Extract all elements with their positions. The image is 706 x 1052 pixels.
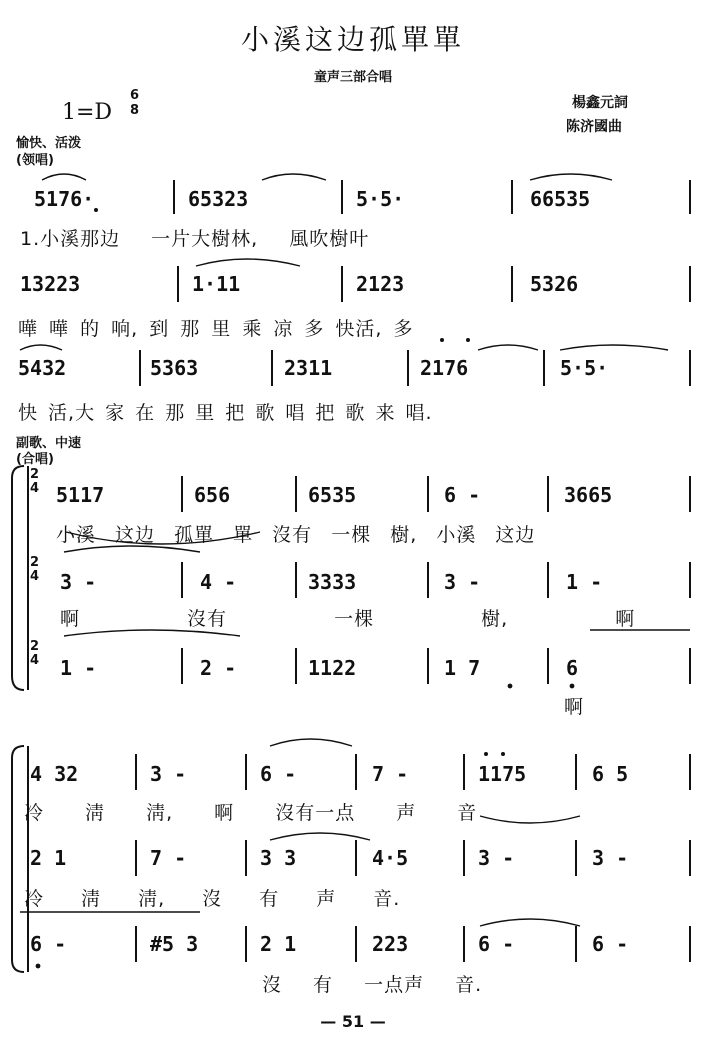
chorus1-v3-m2: 2 - xyxy=(200,656,237,680)
chorus1-v3-lyrics: 啊 xyxy=(564,696,585,718)
chorus2-v1-m1: 4 32 xyxy=(30,762,79,786)
chorus2-v3-m6: 6 - xyxy=(592,932,629,956)
slur xyxy=(66,532,260,544)
chorus1-v2-m2: 4 - xyxy=(200,570,237,594)
verse-row2-m3: 2123 xyxy=(356,272,405,296)
verse-tempo: 愉快、活泼 xyxy=(16,136,82,151)
slur xyxy=(42,174,86,180)
chorus2-v3-m3: 2 1 xyxy=(260,932,297,956)
chorus1-v2-m5: 1 - xyxy=(566,570,603,594)
verse-row1-m3: 5·5· xyxy=(356,187,405,211)
verse-row1-m1: 5176· xyxy=(34,187,95,211)
slur xyxy=(20,345,62,350)
chorus2-v1-m2: 3 - xyxy=(150,762,187,786)
chorus1-v1-m4: 6 - xyxy=(444,483,481,507)
slur xyxy=(480,816,580,823)
chorus1-v1-m3: 6535 xyxy=(308,483,357,507)
song-title: 小溪这边孤單單 xyxy=(240,23,465,56)
chorus1-v2-lyrics: 啊 沒有 一棵 樹, 啊 xyxy=(60,608,636,630)
chorus-time-sig-1: 2 4 xyxy=(30,467,40,496)
chorus2-v3-m5: 6 - xyxy=(478,932,515,956)
slur xyxy=(478,345,538,350)
chorus2-v2-m1: 2 1 xyxy=(30,846,67,870)
slur xyxy=(480,919,580,926)
chorus2-v2-m6: 3 - xyxy=(592,846,629,870)
octave-dot xyxy=(440,338,444,342)
chorus2-v1-m4: 7 - xyxy=(372,762,409,786)
slur xyxy=(560,345,668,350)
chorus1-v2-m4: 3 - xyxy=(444,570,481,594)
chorus2-v1-m5: 1175 xyxy=(478,762,527,786)
chorus-tempo: 副歌、中速 xyxy=(16,436,82,451)
lyricist-credit: 楊鑫元詞 xyxy=(572,95,628,111)
chorus2-v3-m1: 6 - xyxy=(30,932,67,956)
verse-role: (领唱) xyxy=(16,153,54,168)
chorus2-v2-m4: 4·5 xyxy=(372,846,409,870)
chorus2-v2-lyrics: 冷 淸 淸, 沒 有 声 音. xyxy=(24,888,401,910)
slur xyxy=(196,259,300,266)
chorus2-v3-lyrics: 沒 有 一点声 音. xyxy=(262,974,483,996)
verse-row3-m3: 2311 xyxy=(284,356,333,380)
chorus1-v2-m3: 3333 xyxy=(308,570,357,594)
chorus1-v3-m3: 1122 xyxy=(308,656,357,680)
octave-dot xyxy=(570,684,575,689)
chorus2-v2-m5: 3 - xyxy=(478,846,515,870)
slur xyxy=(64,546,200,552)
slur xyxy=(270,833,370,840)
verse-row1-m2: 65323 xyxy=(188,187,249,211)
chorus2-v1-m3: 6 - xyxy=(260,762,297,786)
chorus1-v1-m1: 5117 xyxy=(56,483,105,507)
key-signature: 1=D xyxy=(62,100,113,125)
chorus1-v3-m1: 1 - xyxy=(60,656,97,680)
slur xyxy=(64,630,240,636)
chorus-time-sig-3: 2 4 xyxy=(30,639,40,668)
verse-row3-lyrics: 快 活,大 家 在 那 里 把 歌 唱 把 歌 来 唱. xyxy=(18,402,433,424)
chorus1-v1-lyrics: 小溪 这边 孤單 單 沒有 一棵 樹, 小溪 这边 xyxy=(56,524,536,546)
octave-dot xyxy=(508,684,513,689)
chorus2-v2-m3: 3 3 xyxy=(260,846,297,870)
chorus1-v1-m5: 3665 xyxy=(564,483,613,507)
octave-dot xyxy=(94,208,98,212)
page-number: — 51 — xyxy=(320,1012,386,1031)
chorus-time-sig-2: 2 4 xyxy=(30,555,40,584)
chorus2-v3-m2: #5 3 xyxy=(150,932,199,956)
chorus1-v2-m1: 3 - xyxy=(60,570,97,594)
verse-row1-lyrics: 1.小溪那边 一片大樹林, 風吹樹叶 xyxy=(20,228,370,250)
system-brace xyxy=(12,746,24,972)
slur xyxy=(270,739,352,746)
octave-dot xyxy=(466,338,470,342)
verse-row3-m5: 5·5· xyxy=(560,356,609,380)
time-signature: 6 8 xyxy=(130,88,140,118)
chorus-role: (合唱) xyxy=(16,452,54,467)
verse-row3-m2: 5363 xyxy=(150,356,199,380)
verse-row2-m1: 13223 xyxy=(20,272,81,296)
song-subtitle: 童声三部合唱 xyxy=(313,70,392,85)
octave-dot xyxy=(501,752,505,756)
octave-dot xyxy=(36,964,41,969)
chorus2-v1-m6: 6 5 xyxy=(592,762,629,786)
chorus1-v3-m4: 1 7 xyxy=(444,656,481,680)
verse-row2-m4: 5326 xyxy=(530,272,579,296)
chorus1-v1-m2: 656 xyxy=(194,483,231,507)
system-brace xyxy=(12,466,24,690)
verse-row2-lyrics: 嘩 嘩 的 响, 到 那 里 乘 凉 多 快活, 多 xyxy=(18,318,414,340)
chorus2-v3-m4: 223 xyxy=(372,932,409,956)
verse-row3-m1: 5432 xyxy=(18,356,67,380)
slur xyxy=(530,174,612,180)
verse-row1-m4: 66535 xyxy=(530,187,591,211)
chorus1-v3-m5: 6 xyxy=(566,656,579,680)
octave-dot xyxy=(484,752,488,756)
chorus2-v2-m2: 7 - xyxy=(150,846,187,870)
verse-row3-m4: 2176 xyxy=(420,356,469,380)
chorus2-v1-lyrics: 冷 淸 淸, 啊 沒有一点 声 音 xyxy=(24,802,478,824)
verse-row2-m2: 1·11 xyxy=(192,272,241,296)
slur xyxy=(262,174,326,180)
composer-credit: 陈济國曲 xyxy=(566,119,622,135)
